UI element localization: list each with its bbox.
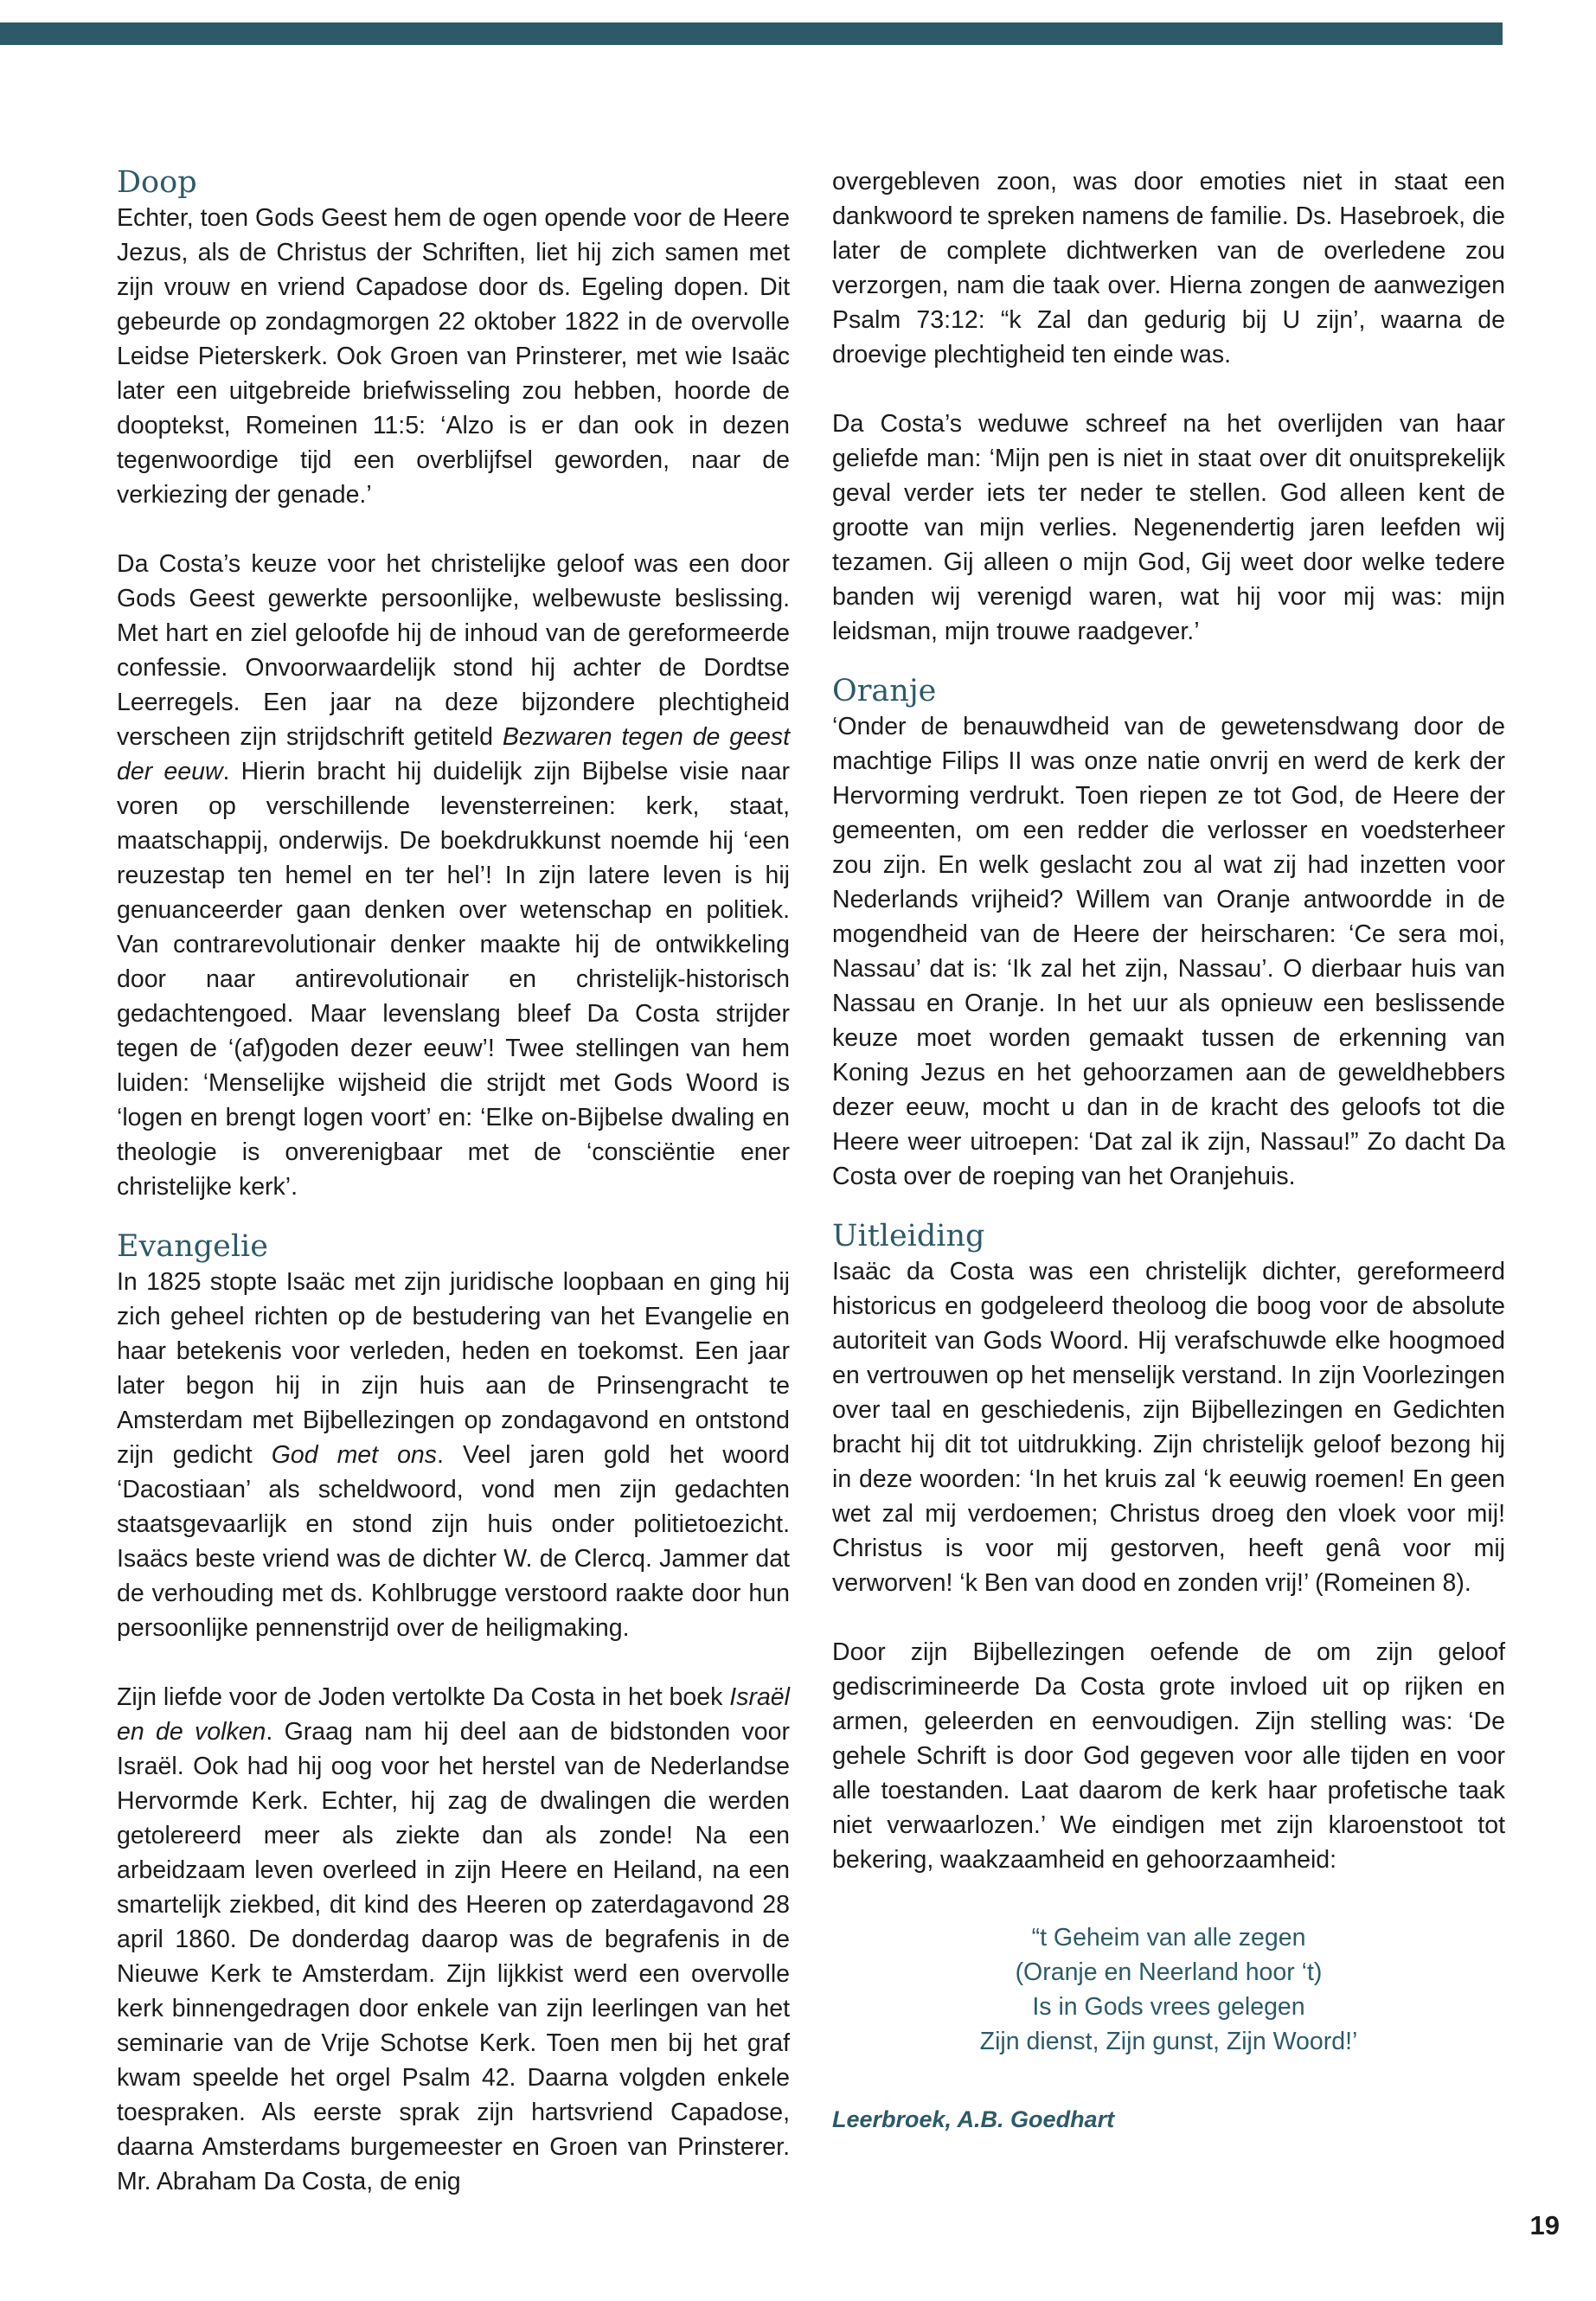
paragraph-uitleiding-1: Isaäc da Costa was een christelijk dichter, gereformeerd historicus en godgeleerd theoloog die boog voor de absolute autoriteit van Gods Woord. Hij verafschuwde elke hoogmoed en vertrouwen op het menselijk verstand. In zijn Voorlezingen over taal en geschiedenis, zijn Bijbellezingen en Gedichten bracht hij dit tot uitdrukking. Zijn christelijk geloof bezong hij in deze woorden: ‘In het kruis zal ‘k eeuwig roemen! En geen wet zal mij verdoemen; Christus droeg den vloek voor mij! Christus is voor mij gestorven, heeft genâ voor mij verworven! ‘k Ben van dood en zonden vrij!’ (Romeinen 8). <box>832 1258 1505 1597</box>
poem-line: “t Geheim van alle zegen <box>1031 1924 1306 1952</box>
section-heading-oranje: Oranje <box>832 674 937 708</box>
poem-line: Is in Gods vrees gelegen <box>1032 1993 1305 2021</box>
top-decorative-bar <box>0 22 1503 45</box>
poem-line: Zijn dienst, Zijn gunst, Zijn Woord!’ <box>979 2028 1358 2055</box>
paragraph-continuation-1: overgebleven zoon, was door emoties niet in staat een dankwoord te spreken namens de familie. Ds. Hasebroek, die later de complete dichtwerken van de overledene zou verzorgen, nam die taak over. Hierna zongen de aanwezigen Psalm 73:12: “k Zal dan gedurig bij U zijn’, waarna de droevige plechtigheid ten einde was. <box>832 168 1505 369</box>
paragraph-continuation-2: Da Costa’s weduwe schreef na het overlijden van haar geliefde man: ‘Mijn pen is niet in staat over dit onuitsprekelijk geval verder iets ter neder te stellen. God alleen kent de grootte van mijn verlies. Negenendertig jaren leefden wij tezamen. Gij alleen o mijn God, Gij weet door welke tedere banden wij verenigd waren, wat hij voor mij was: mijn leidsman, mijn trouwe raadgever.’ <box>832 410 1505 645</box>
book-title-israel: Israël en de volken <box>117 1683 790 1746</box>
author-signature: Leerbroek, A.B. Goedhart <box>832 2106 1115 2132</box>
paragraph-oranje-1: ‘Onder de benauwdheid van de gewetensdwang door de machtige Filips II was onze natie onvrij en werd de kerk der Hervorming verdrukt. Toen riepen ze tot God, de Heere der gemeenten, om een redder die verlosser en voedsterheer zou zijn. En welk geslacht zou al wat zij had inzetten voor Nederlands vrijheid? Willem van Oranje antwoordde in de mogendheid van de Heere der heirscharen: ‘Ce sera moi, Nassau’ dat is: ‘Ik zal het zijn, Nassau’. O dierbaar huis van Nassau en Oranje. In het uur als opnieuw een beslissende keuze moet worden gemaakt tussen de erkenning van Koning Jezus en het gehoorzamen aan de geweldhebbers dezer eeuw, mocht u dan in de kracht des geloofs tot die Heere weer uitroepen: ‘Dat zal ik zijn, Nassau!” Zo dacht Da Costa over de roeping van het Oranjehuis. <box>832 713 1505 1190</box>
book-title-bezwaren: Bezwaren tegen de geest der eeuw <box>117 723 790 785</box>
poem-title-god-met-ons: God met ons <box>271 1441 438 1469</box>
left-column <box>117 164 790 2199</box>
right-column <box>832 164 1505 2137</box>
section-heading-evangelie: Evangelie <box>117 1229 268 1264</box>
section-heading-doop: Doop <box>117 165 197 200</box>
paragraph-doop-2: Da Costa’s keuze voor het christelijke geloof was een door Gods Geest gewerkte persoonlijke, welbewuste beslissing. Met hart en ziel geloofde hij de inhoud van de gereformeerde confessie. Onvoorwaardelijk stond hij achter de Dordtse Leerregels. Een jaar na deze bijzondere plechtigheid verscheen zijn strijdschrift getiteld Bezwaren tegen de geest der eeuw. Hierin bracht hij duidelijk zijn Bijbelse visie naar voren op verschillende levensterreinen: kerk, staat, maatschappij, onderwijs. De boekdrukkunst noemde hij ‘een reuzestap ten hemel en ter hel’! In zijn latere leven is hij genuanceerder gaan denken over wetenschap en politiek. Van contrarevolutionair denker maakte hij de ontwikkeling door naar antirevolutionair en christelijk-historisch gedachtengoed. Maar levenslang bleef Da Costa strijder tegen de ‘(af)goden dezer eeuw’! Twee stellingen van hem luiden: ‘Menselijke wijsheid die strijdt met Gods Woord is ‘logen en brengt logen voort’ en: ‘Elke on-Bijbelse dwaling en theologie is onverenigbaar met de ‘consciëntie ener christelijke kerk’. <box>117 550 790 1201</box>
page-number: 19 <box>1529 2210 1560 2240</box>
paragraph-uitleiding-2: Door zijn Bijbellezingen oefende de om zijn geloof gediscrimineerde Da Costa grote invloed uit op rijken en armen, geleerden en eenvoudigen. Zijn stelling was: ‘De gehele Schrift is door God gegeven voor alle tijden en voor alle toestanden. Laat daarom de kerk haar profetische taak niet verwaarlozen.’ We eindigen met zijn klaroenstoot tot bekering, waakzaamheid en gehoorzaamheid: <box>832 1638 1505 1874</box>
section-heading-uitleiding: Uitleiding <box>832 1219 985 1253</box>
closing-poem <box>832 1920 1505 2059</box>
paragraph-evangelie-2: Zijn liefde voor de Joden vertolkte Da Costa in het boek Israël en de volken. Graag nam hij deel aan de bidstonden voor Israël. Ook had hij oog voor het herstel van de Nederlandse Hervormde Kerk. Echter, hij zag de dwalingen die werden getolereerd meer als ziekte dan als zonde! Na een arbeidzaam leven overleed in zijn Heere en Heiland, na een smartelijk ziekbed, dit kind des Heeren op zaterdagavond 28 april 1860. De donderdag daarop was de begrafenis in de Nieuwe Kerk te Amsterdam. Zijn lijkkist werd een overvolle kerk binnengedragen door enkele van zijn leerlingen van het seminarie van de Vrije Schotse Kerk. Toen men bij het graf kwam speelde het orgel Psalm 42. Daarna volgden enkele toespraken. Als eerste sprak zijn hartsvriend Capadose, daarna Amsterdams burgemeester en Groen van Prinsterer. Mr. Abraham Da Costa, de enig <box>117 1683 790 2195</box>
paragraph-evangelie-1: In 1825 stopte Isaäc met zijn juridische loopbaan en ging hij zich geheel richten op de bestudering van het Evangelie en haar betekenis voor verleden, heden en toekomst. Een jaar later begon hij in zijn huis aan de Prinsengracht te Amsterdam met Bijbellezingen op zondagavond en ontstond zijn gedicht God met ons. Veel jaren gold het woord ‘Dacostiaan’ als scheldwoord, vond men zijn gedachten staatsgevaarlijk en stond zijn huis onder politietoezicht. Isaäcs beste vriend was de dichter W. de Clercq. Jammer dat de verhouding met ds. Kohlbrugge verstoord raakte door hun persoonlijke pennenstrijd over de heiligmaking. <box>117 1268 790 1642</box>
poem-line: (Oranje en Neerland hoor ‘t) <box>1015 1958 1323 1986</box>
paragraph-doop-1: Echter, toen Gods Geest hem de ogen opende voor de Heere Jezus, als de Christus der Schriften, liet hij zich samen met zijn vrouw en vriend Capadose door ds. Egeling dopen. Dit gebeurde op zondagmorgen 22 oktober 1822 in de overvolle Leidse Pieterskerk. Ook Groen van Prinsterer, met wie Isaäc later een uitgebreide briefwisseling zou hebben, hoorde de dooptekst, Romeinen 11:5: ‘Alzo is er dan ook in dezen tegenwoordige tijd een overblijfsel geworden, naar de verkiezing der genade.’ <box>117 204 790 509</box>
